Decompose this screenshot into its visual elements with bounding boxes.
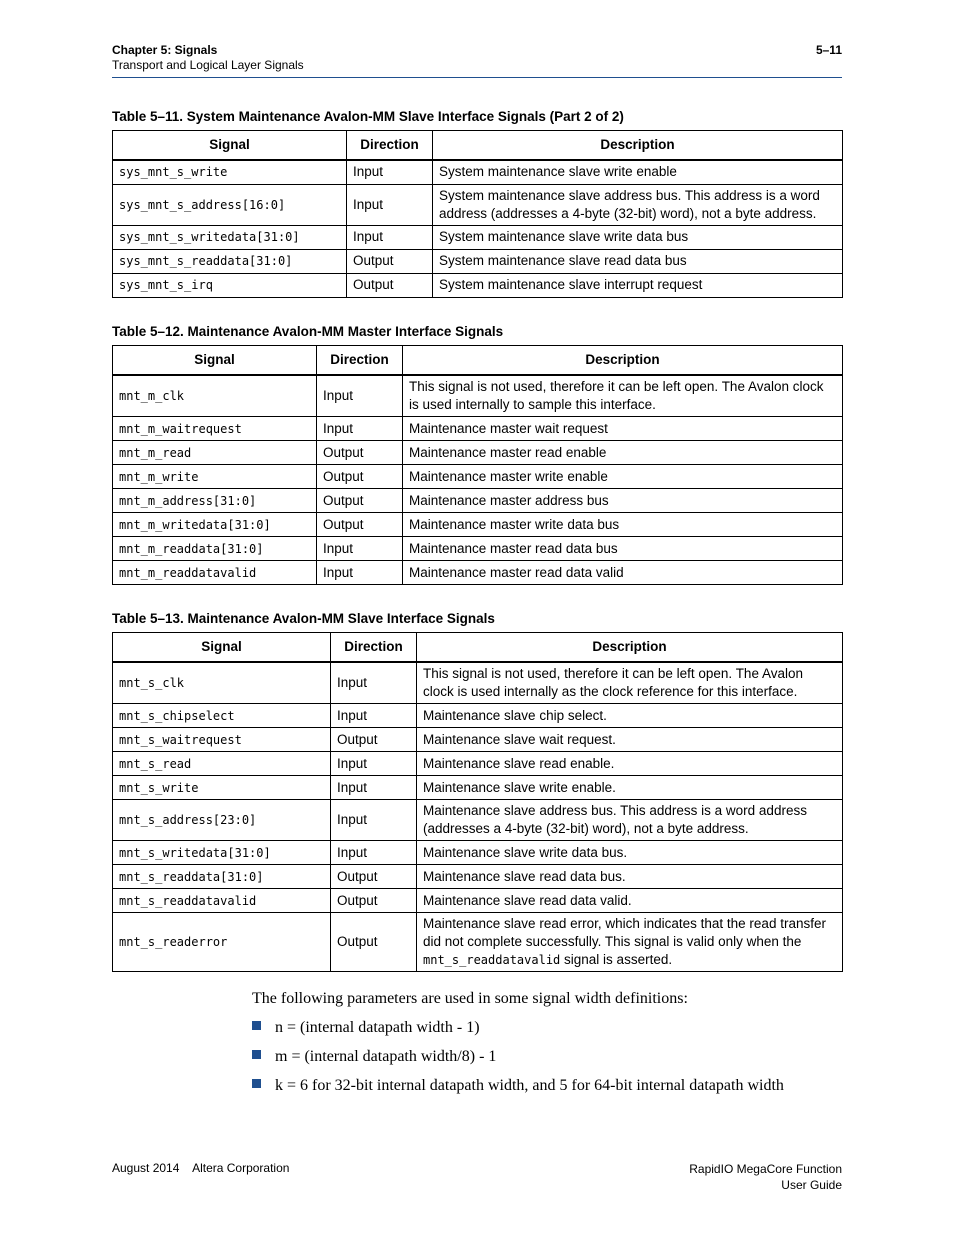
signal-cell: mnt_s_readdatavalid	[113, 889, 331, 913]
direction-cell: Output	[331, 889, 417, 913]
signal-cell: mnt_m_writedata[31:0]	[113, 513, 317, 537]
direction-header: Direction	[317, 346, 403, 376]
footer-title-line: User Guide	[781, 1178, 842, 1192]
table-header-row	[113, 131, 843, 161]
direction-cell: Input	[331, 841, 417, 865]
signal-cell: mnt_m_readdata[31:0]	[113, 537, 317, 561]
bullet-item	[252, 1048, 496, 1066]
direction-cell: Input	[331, 800, 417, 841]
footer-date-company: August 2014 Altera Corporation	[112, 1161, 290, 1175]
table-row	[113, 913, 843, 972]
direction-cell: Output	[317, 465, 403, 489]
table-row	[113, 375, 843, 417]
description-header: Description	[433, 131, 843, 161]
bullet-item	[252, 1019, 480, 1037]
table-header-row	[113, 633, 843, 663]
signal-cell: sys_mnt_s_writedata[31:0]	[113, 225, 347, 249]
direction-cell: Input	[347, 225, 433, 249]
table-5-11-caption: Table 5–11. System Maintenance Avalon-MM Slave Interface Signals (Part 2 of 2)	[112, 109, 624, 124]
table-5-11	[112, 130, 843, 298]
signal-cell: mnt_m_write	[113, 465, 317, 489]
signal-cell: mnt_s_readerror	[113, 913, 331, 972]
params-intro: The following parameters are used in some signal width definitions:	[252, 990, 688, 1007]
direction-cell: Input	[331, 662, 417, 704]
signal-header: Signal	[113, 633, 331, 663]
signal-cell: sys_mnt_s_address[16:0]	[113, 184, 347, 225]
description-cell: Maintenance slave chip select.	[417, 704, 843, 728]
description-cell: Maintenance master read data valid	[403, 561, 843, 585]
direction-cell: Output	[317, 489, 403, 513]
signal-cell: mnt_s_writedata[31:0]	[113, 841, 331, 865]
footer-title-line: RapidIO MegaCore Function	[689, 1162, 842, 1176]
table-row	[113, 249, 843, 273]
signal-cell: mnt_m_address[31:0]	[113, 489, 317, 513]
description-cell: Maintenance slave address bus. This address is a word address (addresses a 4-byte (32-bit) word), not a byte address.	[417, 800, 843, 841]
direction-cell: Output	[317, 441, 403, 465]
description-cell: Maintenance master wait request	[403, 417, 843, 441]
description-cell: Maintenance slave read enable.	[417, 752, 843, 776]
signal-cell: mnt_s_clk	[113, 662, 331, 704]
signal-cell: sys_mnt_s_write	[113, 160, 347, 184]
table-5-12-caption: Table 5–12. Maintenance Avalon-MM Master Interface Signals	[112, 324, 504, 339]
direction-cell: Output	[347, 249, 433, 273]
page-number: 5–11	[815, 43, 842, 57]
description-cell: Maintenance master read data bus	[403, 537, 843, 561]
direction-cell: Input	[347, 160, 433, 184]
description-cell: System maintenance slave interrupt request	[433, 273, 843, 297]
signal-header: Signal	[113, 346, 317, 376]
direction-cell: Input	[331, 752, 417, 776]
footer-doc-title	[689, 1161, 842, 1193]
description-cell: This signal is not used, therefore it can be left open. The Avalon clock is used internally to sample this interface.	[403, 375, 843, 417]
signal-cell: mnt_s_readdata[31:0]	[113, 865, 331, 889]
table-row	[113, 273, 843, 297]
description-text: Maintenance slave read error, which indicates that the read transfer did not complete successfully. This signal is valid only when the	[423, 916, 826, 949]
signal-header: Signal	[113, 131, 347, 161]
description-cell: Maintenance slave wait request.	[417, 728, 843, 752]
direction-cell: Input	[317, 537, 403, 561]
inline-code: mnt_s_readdatavalid	[423, 953, 561, 967]
table-row	[113, 561, 843, 585]
direction-header: Direction	[331, 633, 417, 663]
running-header	[112, 43, 304, 73]
signal-cell: sys_mnt_s_irq	[113, 273, 347, 297]
direction-cell: Input	[317, 375, 403, 417]
signal-cell: mnt_s_waitrequest	[113, 728, 331, 752]
description-header: Description	[417, 633, 843, 663]
table-row	[113, 465, 843, 489]
description-cell: This signal is not used, therefore it can be left open. The Avalon clock is used internally as the clock reference for this interface.	[417, 662, 843, 704]
table-row	[113, 800, 843, 841]
signal-cell: sys_mnt_s_readdata[31:0]	[113, 249, 347, 273]
description-header: Description	[403, 346, 843, 376]
description-cell: Maintenance master write data bus	[403, 513, 843, 537]
direction-cell: Output	[331, 865, 417, 889]
signal-cell: mnt_m_readdatavalid	[113, 561, 317, 585]
table-row	[113, 537, 843, 561]
description-cell: Maintenance slave write data bus.	[417, 841, 843, 865]
signal-cell: mnt_m_waitrequest	[113, 417, 317, 441]
signal-cell: mnt_s_write	[113, 776, 331, 800]
table-header-row	[113, 346, 843, 376]
table-row	[113, 752, 843, 776]
description-cell: Maintenance master address bus	[403, 489, 843, 513]
table-row	[113, 513, 843, 537]
table-row	[113, 225, 843, 249]
direction-cell: Output	[331, 913, 417, 972]
description-cell: System maintenance slave read data bus	[433, 249, 843, 273]
description-cell: Maintenance master write enable	[403, 465, 843, 489]
direction-header: Direction	[347, 131, 433, 161]
signal-cell: mnt_s_chipselect	[113, 704, 331, 728]
table-row	[113, 728, 843, 752]
direction-cell: Output	[347, 273, 433, 297]
signal-cell: mnt_m_clk	[113, 375, 317, 417]
bullet-item	[252, 1077, 784, 1095]
chapter-title: Chapter 5: Signals	[112, 43, 218, 57]
bullet-text: m = (internal datapath width/8) - 1	[275, 1048, 497, 1065]
table-5-13	[112, 632, 843, 972]
direction-cell: Input	[331, 704, 417, 728]
bullet-square-icon	[252, 1021, 261, 1030]
direction-cell: Input	[317, 417, 403, 441]
description-cell: Maintenance slave write enable.	[417, 776, 843, 800]
table-row	[113, 160, 843, 184]
signal-cell: mnt_m_read	[113, 441, 317, 465]
description-text: signal is asserted.	[560, 952, 673, 967]
direction-cell: Input	[317, 561, 403, 585]
description-cell: System maintenance slave address bus. This address is a word address (addresses a 4-byte (32-bit) word), not a byte address.	[433, 184, 843, 225]
description-cell: Maintenance master read enable	[403, 441, 843, 465]
table-row	[113, 417, 843, 441]
bullet-text: n = (internal datapath width - 1)	[275, 1019, 480, 1036]
description-cell	[417, 913, 843, 972]
bullet-square-icon	[252, 1050, 261, 1059]
table-row	[113, 441, 843, 465]
table-row	[113, 184, 843, 225]
direction-cell: Input	[347, 184, 433, 225]
direction-cell: Output	[317, 513, 403, 537]
table-row	[113, 662, 843, 704]
description-cell: Maintenance slave read data bus.	[417, 865, 843, 889]
direction-cell: Input	[331, 776, 417, 800]
table-row	[113, 776, 843, 800]
direction-cell: Output	[331, 728, 417, 752]
bullet-text: k = 6 for 32-bit internal datapath width, and 5 for 64-bit internal datapath width	[275, 1077, 784, 1094]
table-row	[113, 865, 843, 889]
description-cell: Maintenance slave read data valid.	[417, 889, 843, 913]
bullet-square-icon	[252, 1079, 261, 1088]
table-row	[113, 704, 843, 728]
description-cell: System maintenance slave write data bus	[433, 225, 843, 249]
section-title: Transport and Logical Layer Signals	[112, 58, 304, 72]
signal-cell: mnt_s_read	[113, 752, 331, 776]
signal-cell: mnt_s_address[23:0]	[113, 800, 331, 841]
table-row	[113, 889, 843, 913]
table-row	[113, 489, 843, 513]
table-5-13-caption: Table 5–13. Maintenance Avalon-MM Slave Interface Signals	[112, 611, 495, 626]
table-row	[113, 841, 843, 865]
description-cell: System maintenance slave write enable	[433, 160, 843, 184]
table-5-12	[112, 345, 843, 585]
header-divider	[112, 77, 842, 78]
